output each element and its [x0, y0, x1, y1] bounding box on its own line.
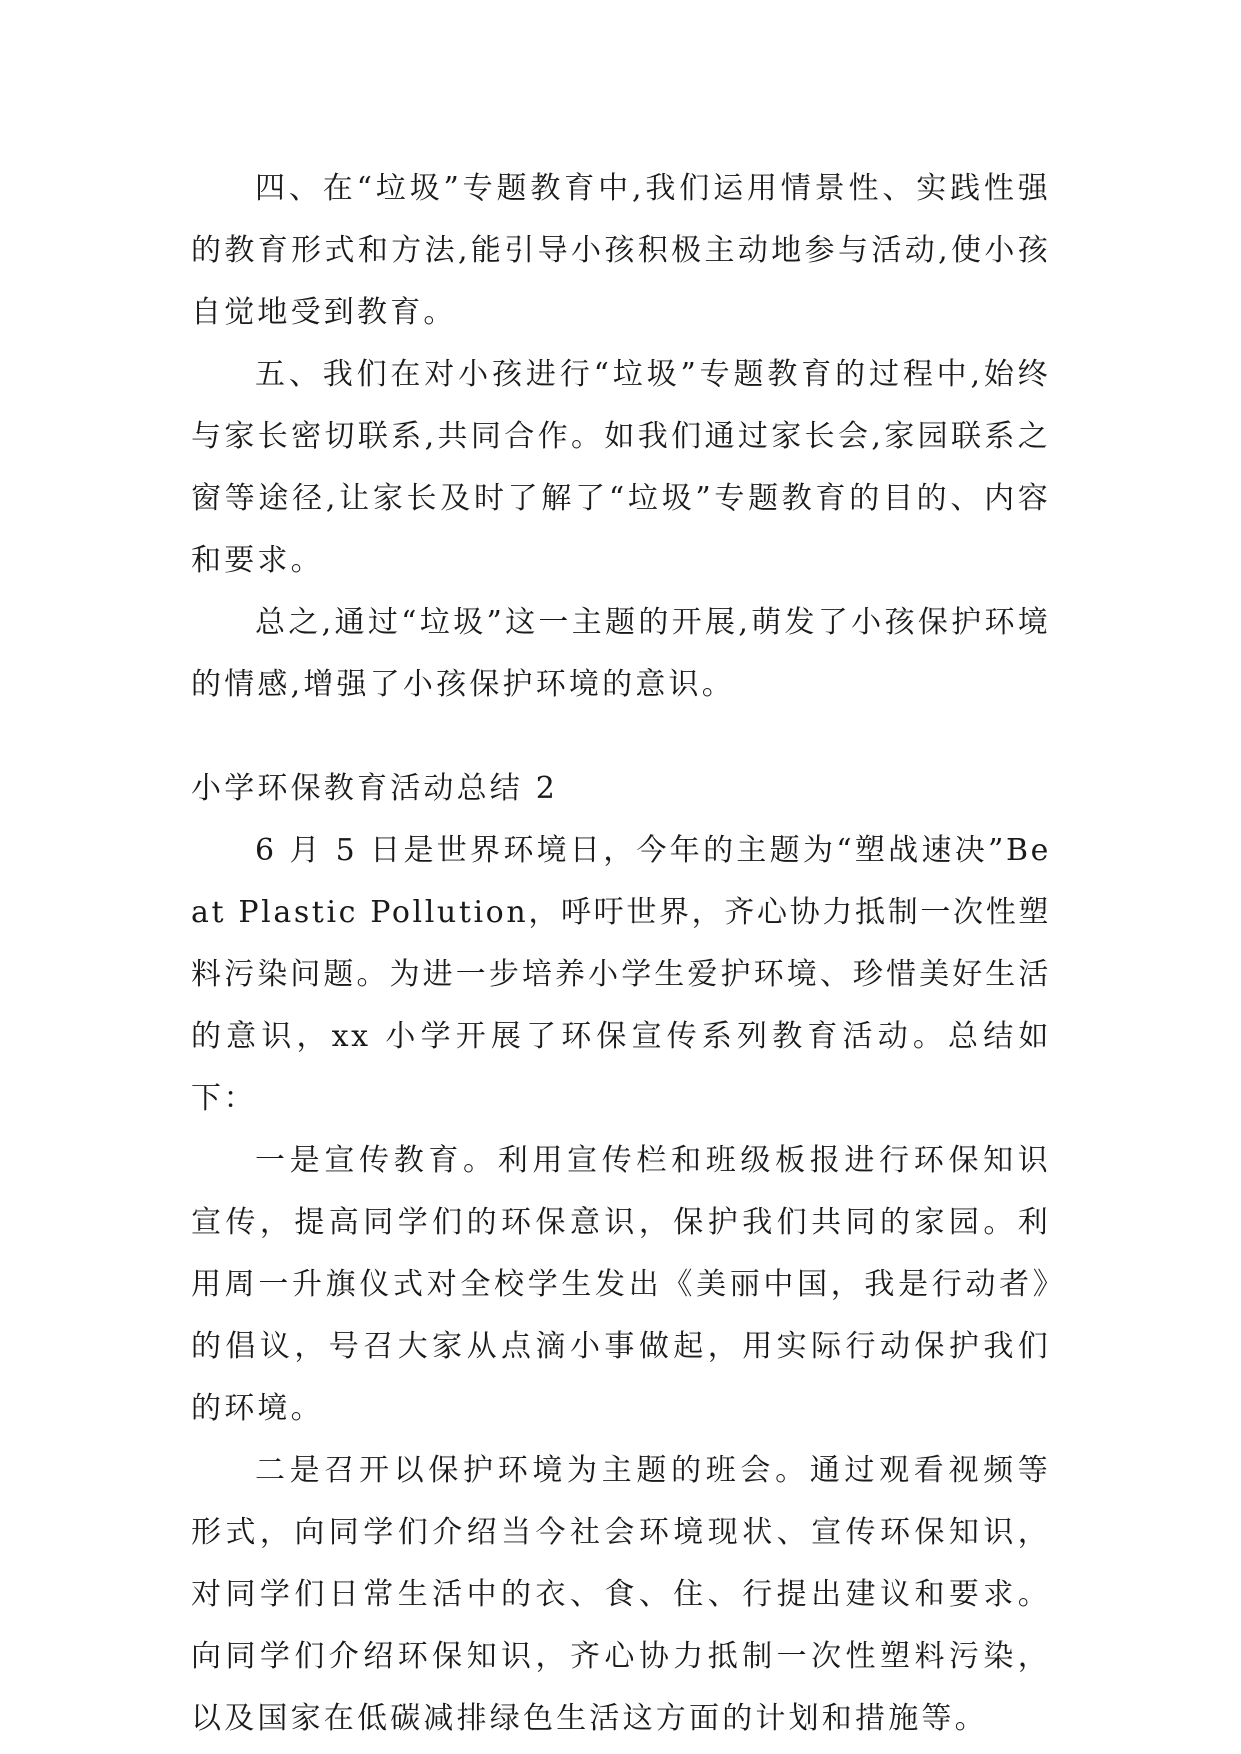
paragraph-intro: 6 月 5 日是世界环境日，今年的主题为“塑战速决”Beat Plastic Pollution，呼吁世界，齐心协力抵制一次性塑料污染问题。为进一步培养小学生爱护环境、珍惜美好生活的意识，xx 小学开展了环保宣传系列教育活动。总结如下：: [191, 833, 1051, 1116]
paragraph-conclusion: 总之,通过“垃圾”这一主题的开展,萌发了小孩保护环境的情感,增强了小孩保护环境的意识。: [191, 605, 1051, 702]
paragraph-point-1: 一是宣传教育。利用宣传栏和班级板报进行环保知识宣传，提高同学们的环保意识，保护我们共同的家园。利用周一升旗仪式对全校学生发出《美丽中国，我是行动者》的倡议，号召大家从点滴小事做起，用实际行动保护我们的环境。: [191, 1143, 1051, 1426]
paragraph-point-2: 二是召开以保护环境为主题的班会。通过观看视频等形式，向同学们介绍当今社会环境现状、宣传环保知识，对同学们日常生活中的衣、食、住、行提出建议和要求。向同学们介绍环保知识，齐心协力抵制一次性塑料污染，以及国家在低碳减排绿色生活这方面的计划和措施等。: [191, 1453, 1051, 1736]
paragraph-5: 五、我们在对小孩进行“垃圾”专题教育的过程中,始终与家长密切联系,共同合作。如我们通过家长会,家园联系之窗等途径,让家长及时了解了“垃圾”专题教育的目的、内容和要求。: [191, 357, 1051, 578]
document-page: [191, 158, 1051, 1750]
section-title: 小学环保教育活动总结 2: [191, 771, 559, 806]
paragraph-4: 四、在“垃圾”专题教育中,我们运用情景性、实践性强的教育形式和方法,能引导小孩积极主动地参与活动,使小孩自觉地受到教育。: [191, 171, 1051, 330]
